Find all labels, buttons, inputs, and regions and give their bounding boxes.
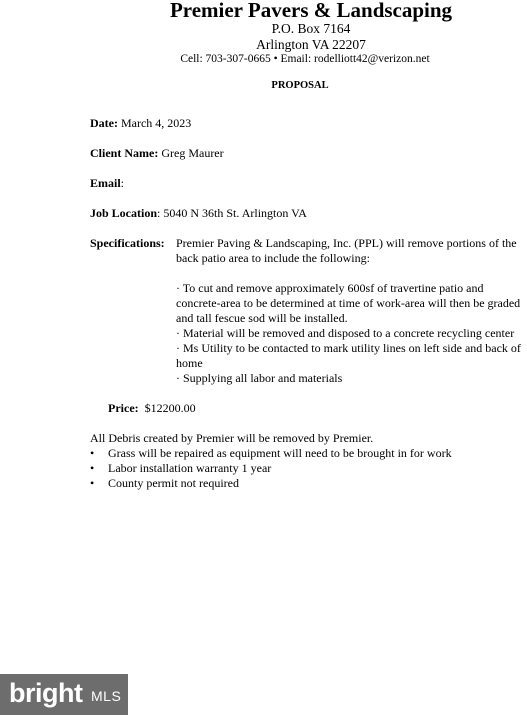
bullet: • bbox=[90, 461, 95, 475]
contact-line: Cell: 703-307-0665 • Email: rodelliott42@verizon.net bbox=[180, 53, 430, 65]
spec-item: · Ms Utility to be contacted to mark utility lines on left side and back of home bbox=[176, 341, 521, 370]
bright-mls-watermark bbox=[0, 674, 128, 715]
date-row bbox=[90, 116, 191, 131]
po-box: P.O. Box 7164 bbox=[271, 21, 351, 36]
watermark-suffix: MLS bbox=[91, 688, 122, 704]
spec-item: · To cut and remove approximately 600sf of travertine patio and concrete-area to be determined at time of work-area will then be graded and tall fescue sod will be installed. bbox=[176, 281, 521, 325]
job-location-row bbox=[90, 206, 307, 221]
job-location-value: : 5040 N 36th St. Arlington VA bbox=[157, 206, 307, 220]
document-type-title: PROPOSAL bbox=[271, 80, 329, 91]
specifications-label: Specifications: bbox=[90, 236, 165, 250]
client-label: Client Name: bbox=[90, 146, 159, 160]
email-colon: : bbox=[120, 176, 125, 190]
email-row bbox=[90, 176, 124, 191]
list-item bbox=[90, 476, 239, 491]
spec-item: · Material will be removed and disposed to a concrete recycling center bbox=[176, 326, 515, 340]
watermark-brand: bright bbox=[9, 678, 83, 708]
specifications-intro: Premier Paving & Landscaping, Inc. (PPL) will remove portions of the back patio area to include the following: bbox=[176, 236, 517, 265]
bullet-text: Labor installation warranty 1 year bbox=[108, 461, 272, 475]
client-value: Greg Maurer bbox=[161, 146, 224, 160]
specifications-text bbox=[176, 236, 524, 386]
company-name: Premier Pavers & Landscaping bbox=[169, 0, 453, 22]
client-row bbox=[90, 146, 224, 161]
debris-note: All Debris created by Premier will be removed by Premier. bbox=[90, 431, 374, 445]
bullet-text: County permit not required bbox=[108, 476, 239, 490]
email-label: Email bbox=[90, 176, 121, 190]
price-label: Price: bbox=[108, 401, 139, 415]
list-item bbox=[90, 461, 271, 476]
price-row bbox=[108, 401, 196, 416]
date-label: Date: bbox=[90, 116, 118, 130]
bullet-text: Grass will be repaired as equipment will need to be brought in for work bbox=[108, 446, 452, 460]
city-state-zip: Arlington VA 22207 bbox=[256, 37, 366, 52]
bullet: • bbox=[90, 476, 95, 490]
bullet: • bbox=[90, 446, 95, 460]
price-value: $12200.00 bbox=[144, 401, 196, 415]
spec-item: · Supplying all labor and materials bbox=[176, 371, 343, 385]
list-item bbox=[90, 446, 452, 461]
spacer bbox=[176, 266, 524, 281]
date-value: March 4, 2023 bbox=[120, 116, 192, 130]
job-location-label: Job Location bbox=[90, 206, 158, 220]
